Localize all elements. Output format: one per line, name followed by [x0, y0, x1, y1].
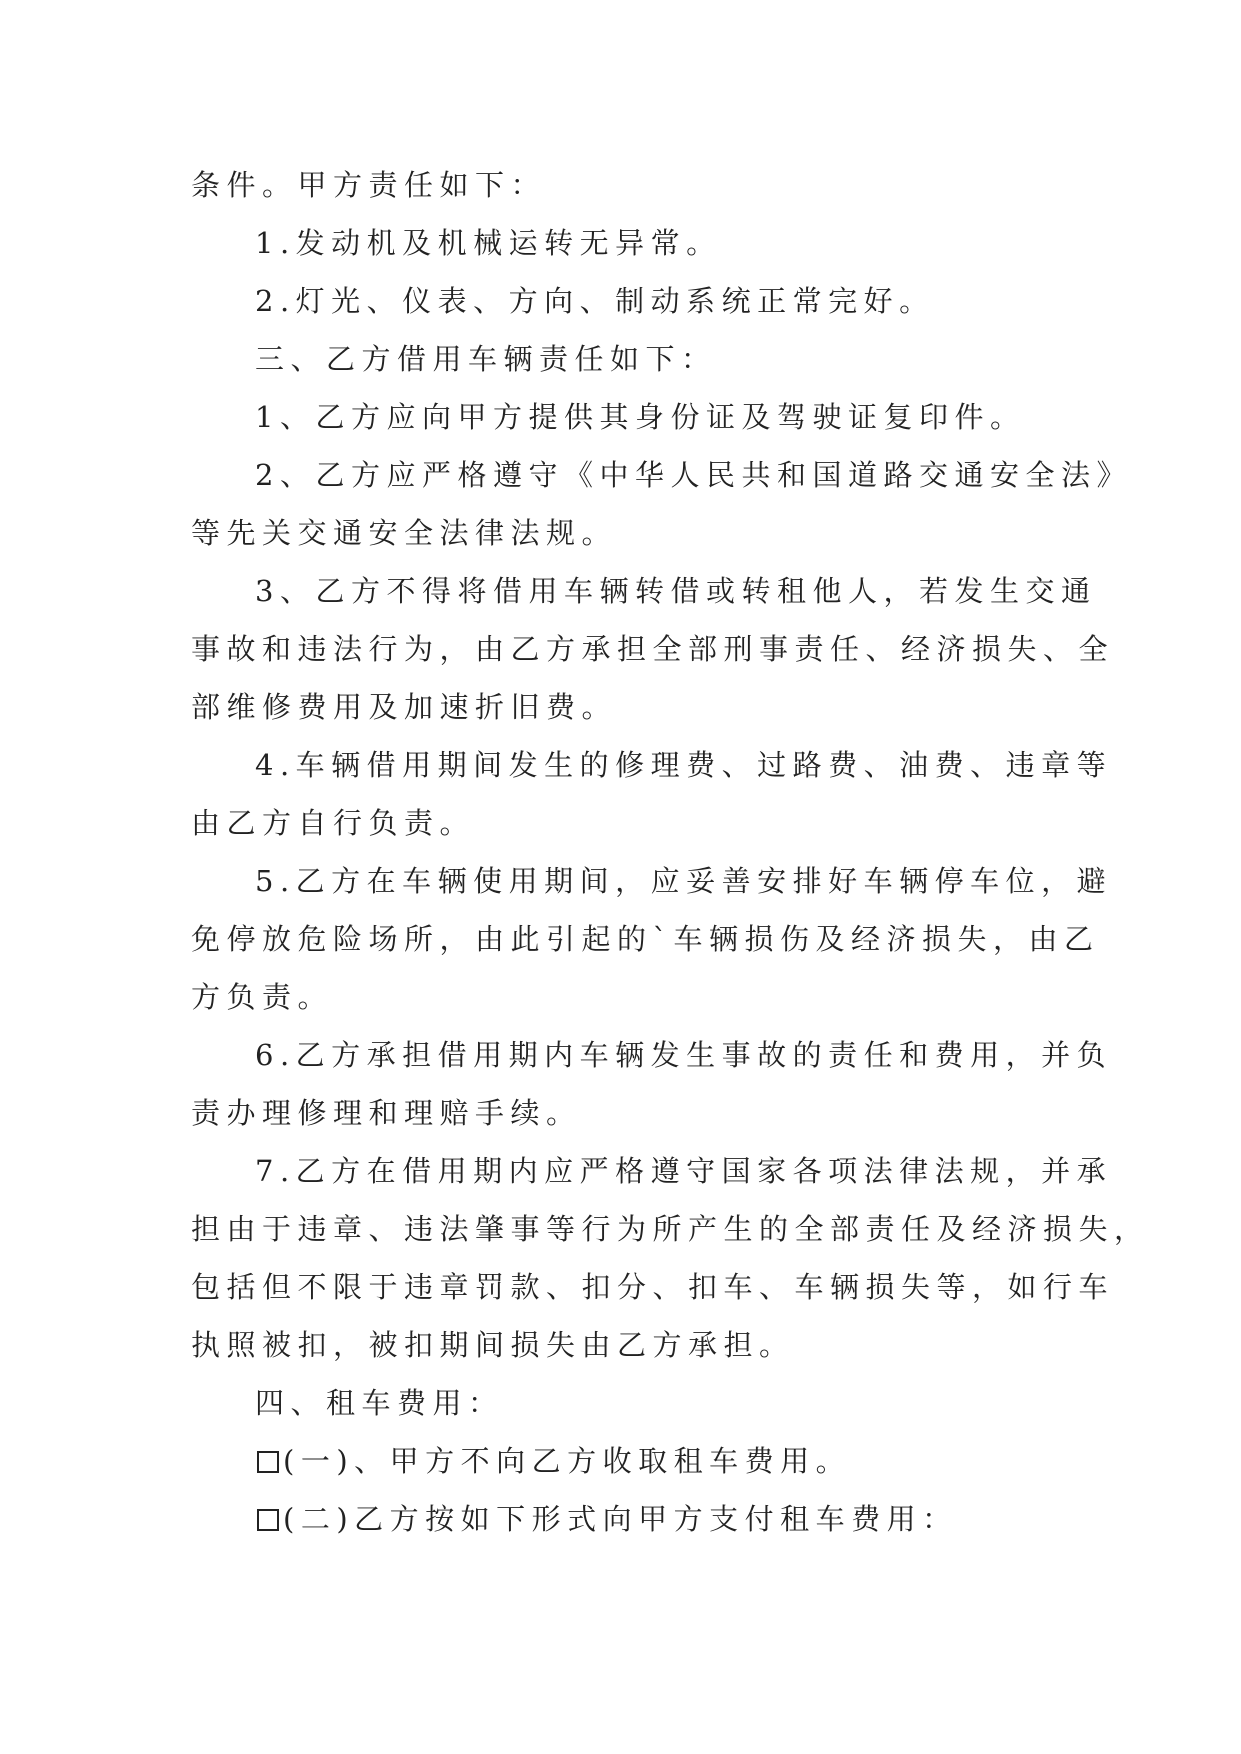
checkbox-option-paid	[191, 1490, 1051, 1548]
text-line: 4.车辆借用期间发生的修理费、过路费、油费、违章等	[255, 748, 1113, 782]
text-line: 方负责。	[191, 980, 334, 1014]
text-line: 等先关交通安全法律法规。	[191, 516, 618, 550]
text-line: 部维修费用及加速折旧费。	[191, 690, 618, 724]
text-line: 2、乙方应严格遵守《中华人民共和国道路交通安全法》	[255, 458, 1132, 492]
checkbox-option-free	[191, 1432, 1051, 1490]
text-line: 事故和违法行为，由乙方承担全部刑事责任、经济损失、全	[191, 632, 1115, 666]
section-heading: 四、租车费用：	[255, 1386, 504, 1420]
checkbox-square-icon	[257, 1451, 279, 1473]
text-line: 1、乙方应向甲方提供其身份证及驾驶证复印件。	[255, 400, 1026, 434]
text-line: 执照被扣，被扣期间损失由乙方承担。	[191, 1328, 795, 1362]
text-line: 包括但不限于违章罚款、扣分、扣车、车辆损失等，如行车	[191, 1270, 1115, 1304]
text-line: 责办理修理和理赔手续。	[191, 1096, 582, 1130]
text-line: 3、乙方不得将借用车辆转借或转租他人，若发生交通	[255, 574, 1097, 608]
text-line: 条件。甲方责任如下：	[191, 168, 547, 202]
document-body	[191, 156, 1150, 1548]
text-line: 2.灯光、仪表、方向、制动系统正常完好。	[255, 284, 935, 318]
text-line: 7.乙方在借用期内应严格遵守国家各项法律法规，并承	[255, 1154, 1113, 1188]
section-heading: 三、乙方借用车辆责任如下：	[255, 342, 717, 376]
text-line: 由乙方自行负责。	[191, 806, 476, 840]
text-line: 1.发动机及机械运转无异常。	[255, 226, 722, 260]
checkbox-option-label: (一)、甲方不向乙方收取租车费用。	[283, 1444, 852, 1478]
checkbox-option-label: (二)乙方按如下形式向甲方支付租车费用：	[283, 1502, 958, 1536]
text-line: 6.乙方承担借用期内车辆发生事故的责任和费用，并负	[255, 1038, 1113, 1072]
text-line: 5.乙方在车辆使用期间，应妥善安排好车辆停车位，避	[255, 864, 1113, 898]
text-line: 担由于违章、违法肇事等行为所产生的全部责任及经济损失，	[191, 1212, 1150, 1246]
checkbox-square-icon	[257, 1509, 279, 1531]
text-line: 免停放危险场所，由此引起的`车辆损伤及经济损失，由乙	[191, 922, 1100, 956]
